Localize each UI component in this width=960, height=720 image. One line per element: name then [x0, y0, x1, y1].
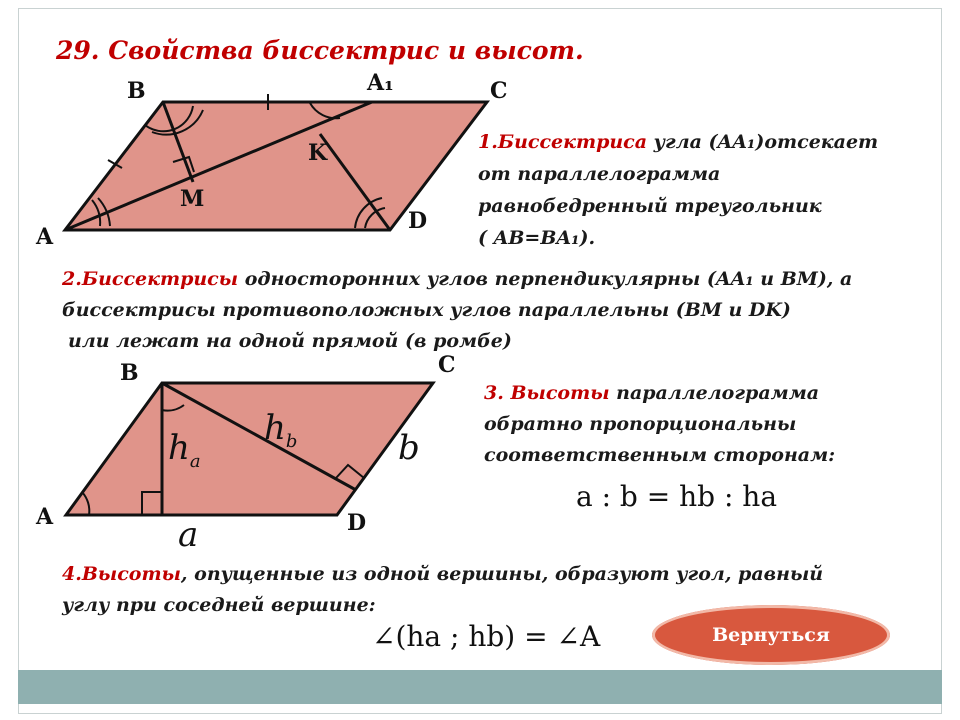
back-button[interactable]: Вернуться [652, 605, 890, 665]
label-side-a: a [178, 515, 199, 555]
property3-line2: обратно пропорциональны [484, 413, 797, 435]
property2-line2: биссектрисы противоположных углов параллельны (BM и DK) [62, 299, 791, 321]
label-C-1: C [490, 78, 508, 104]
label-height-ha: $h_a$ [168, 428, 201, 472]
label-A1: A₁ [367, 70, 394, 96]
property2-line3: или лежат на одной прямой (в ромбе) [68, 330, 512, 352]
property3-line3: соответственным сторонам: [484, 444, 836, 466]
label-K: K [308, 140, 328, 166]
property4-highlight: 4.Высоты [62, 563, 181, 585]
label-C-2: C [438, 352, 456, 378]
property1-highlight: 1.Биссектриса [478, 131, 648, 153]
formula-angle: ∠(ha ; hb) = ∠A [372, 620, 601, 653]
label-height-hb: $h_b$ [264, 408, 298, 452]
property1-line1-rest: угла (AA₁)отсекает [647, 131, 879, 153]
label-D-2: D [347, 510, 367, 536]
property4-line1 [62, 558, 823, 590]
label-A-2: A [36, 504, 54, 530]
property2-highlight: 2.Биссектрисы [62, 268, 239, 290]
label-B-1: B [127, 78, 146, 104]
formula-proportion: a : b = hb : ha [576, 480, 778, 513]
label-D-1: D [408, 208, 428, 234]
property3-highlight: 3. Высоты [484, 382, 610, 404]
label-B-2: B [120, 360, 139, 386]
label-A-1: A [36, 224, 54, 250]
parallelogram-2 [66, 383, 433, 515]
property2-line1-rest: односторонних углов перпендикулярны (AA₁ и BM), а [238, 268, 853, 290]
property3-line1-rest: параллелограмма [609, 382, 820, 404]
label-side-b: b [398, 428, 420, 468]
label-M: M [180, 186, 205, 212]
property3-line1 [484, 377, 819, 409]
property1-line4: ( AB=BA₁). [478, 227, 596, 249]
property4-line1-rest: , опущенные из одной вершины, образуют угол, равный [180, 563, 824, 585]
property1-line3: равнобедренный треугольник [478, 195, 822, 217]
property4-line2: углу при соседней вершине: [62, 594, 376, 616]
slide-title: 29. Свойства биссектрис и высот. [56, 36, 584, 65]
property1-line2: от параллелограмма [478, 163, 721, 185]
